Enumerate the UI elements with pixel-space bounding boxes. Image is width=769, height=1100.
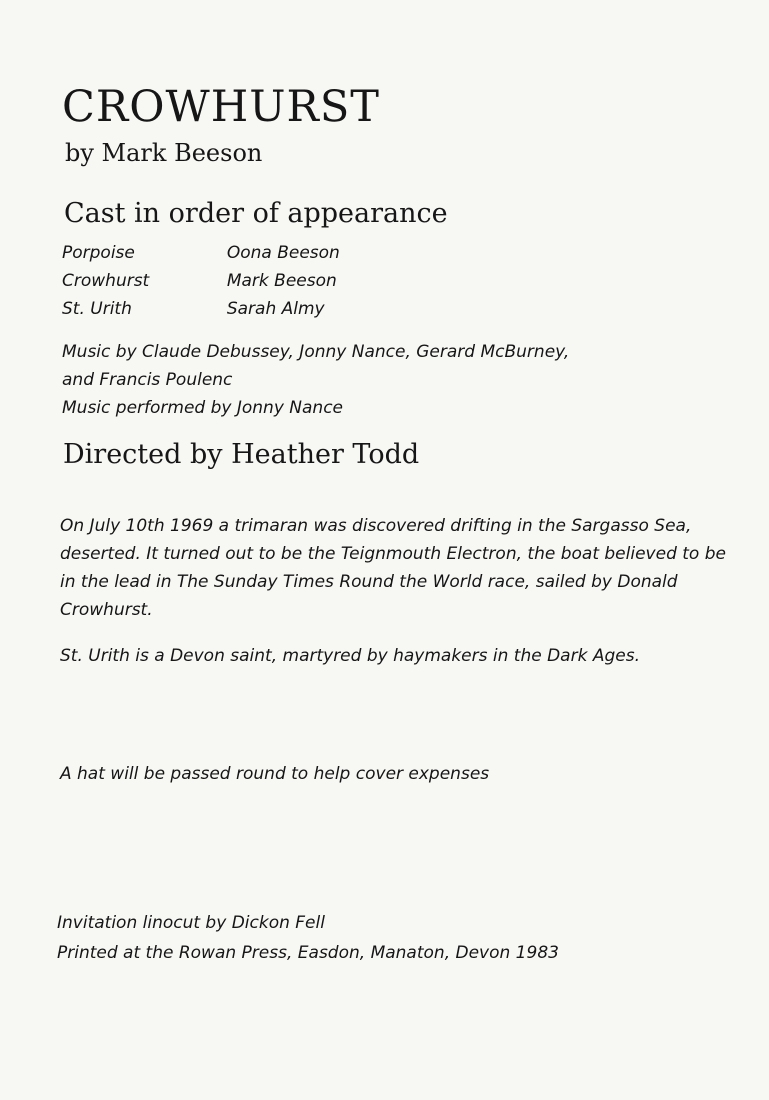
cast-role: St. Urith bbox=[62, 299, 132, 319]
music-composers-line-2: and Francis Poulenc bbox=[62, 370, 233, 390]
cast-actor: Mark Beeson bbox=[226, 271, 337, 291]
cast-actor: Sarah Almy bbox=[226, 299, 325, 319]
cast-actor: Oona Beeson bbox=[226, 243, 340, 263]
cast-role: Porpoise bbox=[62, 243, 135, 263]
saint-note: St. Urith is a Devon saint, martyred by haymakers in the Dark Ages. bbox=[60, 646, 640, 666]
music-credits bbox=[62, 338, 712, 422]
play-title: CROWHURST bbox=[62, 82, 380, 132]
story-paragraph: On July 10th 1969 a trimaran was discovered drifting in the Sargasso Sea, deserted. It turned out to be the Teignmouth Electron, the boat believed to be in the lead in The Sunday Times Round the World race, sailed by Donald Crowhurst. bbox=[60, 516, 726, 620]
printer-credit: Printed at the Rowan Press, Easdon, Manaton, Devon 1983 bbox=[57, 943, 559, 963]
music-performer: Music performed by Jonny Nance bbox=[62, 398, 343, 418]
cast-list bbox=[62, 242, 382, 326]
linocut-credit: Invitation linocut by Dickon Fell bbox=[57, 913, 325, 933]
director-credit: Directed by Heather Todd bbox=[63, 439, 420, 470]
author-byline: by Mark Beeson bbox=[65, 139, 263, 167]
cast-row bbox=[62, 270, 382, 298]
cast-role: Crowhurst bbox=[62, 271, 150, 291]
cast-heading: Cast in order of appearance bbox=[64, 198, 448, 229]
hat-note: A hat will be passed round to help cover expenses bbox=[60, 764, 490, 784]
print-credits bbox=[57, 908, 559, 968]
music-composers-line-1: Music by Claude Debussey, Jonny Nance, Gerard McBurney, bbox=[62, 342, 570, 362]
cast-row bbox=[62, 298, 382, 326]
cast-row bbox=[62, 242, 382, 270]
